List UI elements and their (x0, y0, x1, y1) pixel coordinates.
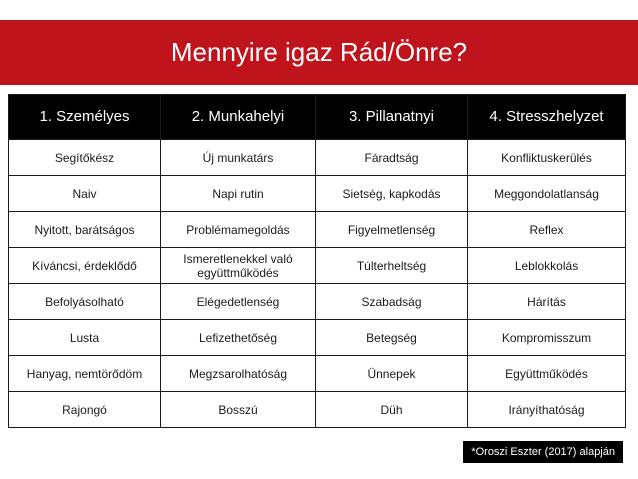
table-row (9, 356, 626, 392)
table-row (9, 392, 626, 428)
table-cell: Hárítás (468, 284, 626, 320)
table-cell: Segítőkész (9, 140, 161, 176)
table-cell: Lusta (9, 320, 161, 356)
table-cell: Elégedetlenség (161, 284, 316, 320)
table-row (9, 212, 626, 248)
table-cell: Lefizethetőség (161, 320, 316, 356)
table-cell: Szabadság (316, 284, 468, 320)
table-cell: Kíváncsi, érdeklődő (9, 248, 161, 284)
table-cell: Ünnepek (316, 356, 468, 392)
column-header: 1. Személyes (9, 95, 161, 140)
table-cell: Irányíthatóság (468, 392, 626, 428)
table-row (9, 140, 626, 176)
table-cell: Új munkatárs (161, 140, 316, 176)
table-cell: Megzsarolhatóság (161, 356, 316, 392)
table-cell: Leblokkolás (468, 248, 626, 284)
table-cell: Befolyásolható (9, 284, 161, 320)
table-cell: Betegség (316, 320, 468, 356)
table-cell: Düh (316, 392, 468, 428)
table-cell: Nyitott, barátságos (9, 212, 161, 248)
table-cell: Konfliktuskerülés (468, 140, 626, 176)
column-header: 3. Pillanatnyi (316, 95, 468, 140)
table-row (9, 176, 626, 212)
table-cell: Kompromisszum (468, 320, 626, 356)
column-header: 4. Stresszhelyzet (468, 95, 626, 140)
table-cell: Figyelmetlenség (316, 212, 468, 248)
table-cell: Rajongó (9, 392, 161, 428)
table-cell: Ismeretlenekkel való együttműködés (161, 248, 316, 284)
table-cell: Sietség, kapkodás (316, 176, 468, 212)
table-row (9, 320, 626, 356)
table-cell: Bosszú (161, 392, 316, 428)
page-title: Mennyire igaz Rád/Önre? (170, 37, 468, 67)
table-cell: Napi rutin (161, 176, 316, 212)
source-note: *Oroszi Eszter (2017) alapján (463, 441, 623, 463)
table-cell: Együttműködés (468, 356, 626, 392)
title-bar (0, 20, 638, 85)
table-row (9, 284, 626, 320)
trait-table (8, 94, 626, 428)
table-cell: Problémamegoldás (161, 212, 316, 248)
table-cell: Hanyag, nemtörődöm (9, 356, 161, 392)
table-cell: Túlterheltség (316, 248, 468, 284)
table-header-row (9, 95, 626, 140)
table-cell: Reflex (468, 212, 626, 248)
table-cell: Meggondolatlanság (468, 176, 626, 212)
column-header: 2. Munkahelyi (161, 95, 316, 140)
table-cell: Fáradtság (316, 140, 468, 176)
table-row (9, 248, 626, 284)
table-cell: Naiv (9, 176, 161, 212)
